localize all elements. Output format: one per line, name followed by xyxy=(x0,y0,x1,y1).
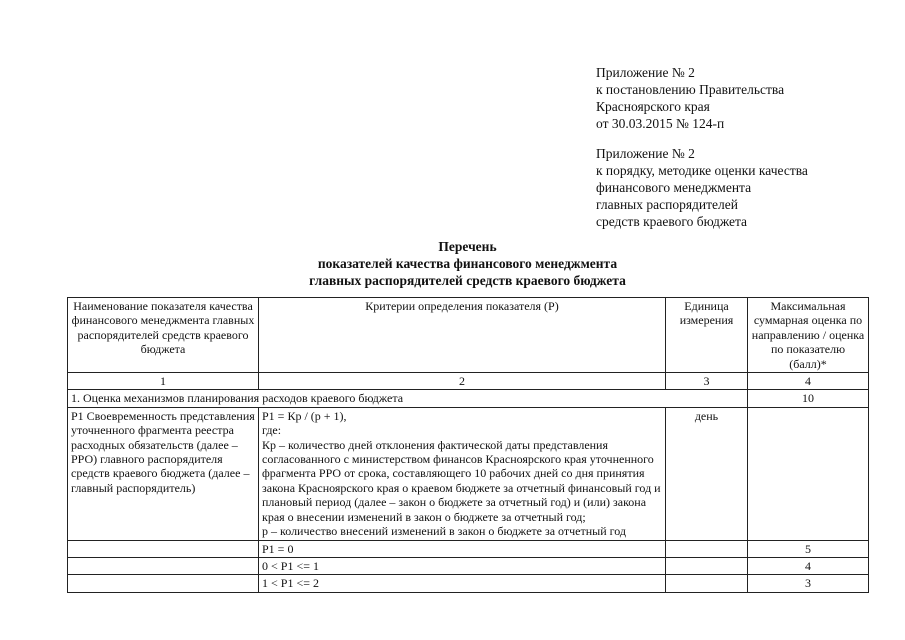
column-number: 3 xyxy=(666,373,748,390)
criteria-where: где: xyxy=(262,423,282,438)
empty-cell xyxy=(666,575,748,592)
row-score: 3 xyxy=(748,575,869,592)
section-score: 10 xyxy=(748,390,869,407)
header-criteria: Критерии определения показателя (Р) xyxy=(259,298,666,373)
section-label: 1. Оценка механизмов планирования расходов краевого бюджета xyxy=(68,390,748,407)
indicator-row xyxy=(68,407,869,540)
table-row xyxy=(68,557,869,574)
column-number: 4 xyxy=(748,373,869,390)
title-line: показателей качества финансового менеджмента xyxy=(317,256,618,271)
document-title xyxy=(0,238,905,289)
indicators-table xyxy=(67,297,869,593)
appendix-line: Красноярского края xyxy=(596,99,710,114)
criteria-p-definition: р – количество внесений изменений в закон о бюджете за отчетный год xyxy=(262,524,627,539)
row-criterion: Р1 = 0 xyxy=(259,540,666,557)
table-row xyxy=(68,575,869,592)
appendix-header-government xyxy=(596,64,784,132)
table-row xyxy=(68,540,869,557)
empty-cell xyxy=(68,557,259,574)
criteria-formula: Р1 = Кр / (р + 1), xyxy=(262,408,347,423)
header-indicator-name: Наименование показателя качества финансового менеджмента главных распорядителей средств краевого бюджета xyxy=(68,298,259,373)
empty-cell xyxy=(68,575,259,592)
indicator-unit: день xyxy=(666,407,748,540)
table-header-row xyxy=(68,298,869,373)
criteria-kr-definition: Кр – количество дней отклонения фактической даты представления согласованного с министерством финансов Красноярского края уточненного фрагмента РРО от срока, составляющего 10 рабочих дней со дня принятия закона Красноярского края о краевом бюджете за отчетный финансовый год и плановый период (далее – закон о бюджете за отчетный год) и (или) закона края о внесении изменений в закон о бюджете за отчетный год; xyxy=(262,437,661,524)
appendix-line: Приложение № 2 xyxy=(596,65,695,80)
appendix-line: средств краевого бюджета xyxy=(596,214,748,229)
appendix-header-procedure xyxy=(596,145,808,230)
appendix-line: главных распорядителей xyxy=(596,197,738,212)
column-number-row xyxy=(68,373,869,390)
column-number: 1 xyxy=(68,373,259,390)
title-line: главных распорядителей средств краевого бюджета xyxy=(309,273,626,288)
appendix-line: от 30.03.2015 № 124-п xyxy=(596,116,725,131)
indicator-score-empty xyxy=(748,407,869,540)
indicator-name: Р1 Своевременность представления уточненного фрагмента реестра расходных обязательств (далее – РРО) главного распорядителя средств краевого бюджета (далее – главный распорядитель) xyxy=(68,407,259,540)
header-max-score: Максимальная суммарная оценка по направлению / оценка по показателю (балл)* xyxy=(748,298,869,373)
appendix-line: к порядку, методике оценки качества xyxy=(596,163,808,178)
appendix-line: к постановлению Правительства xyxy=(596,82,785,97)
indicator-criteria xyxy=(259,407,666,540)
column-number: 2 xyxy=(259,373,666,390)
row-criterion: 0 < Р1 <= 1 xyxy=(259,557,666,574)
title-line: Перечень xyxy=(438,239,497,254)
empty-cell xyxy=(666,540,748,557)
section-row xyxy=(68,390,869,407)
row-score: 4 xyxy=(748,557,869,574)
appendix-line: Приложение № 2 xyxy=(596,146,695,161)
empty-cell xyxy=(68,540,259,557)
row-criterion: 1 < Р1 <= 2 xyxy=(259,575,666,592)
header-unit: Единица измерения xyxy=(666,298,748,373)
empty-cell xyxy=(666,557,748,574)
appendix-line: финансового менеджмента xyxy=(596,180,752,195)
row-score: 5 xyxy=(748,540,869,557)
